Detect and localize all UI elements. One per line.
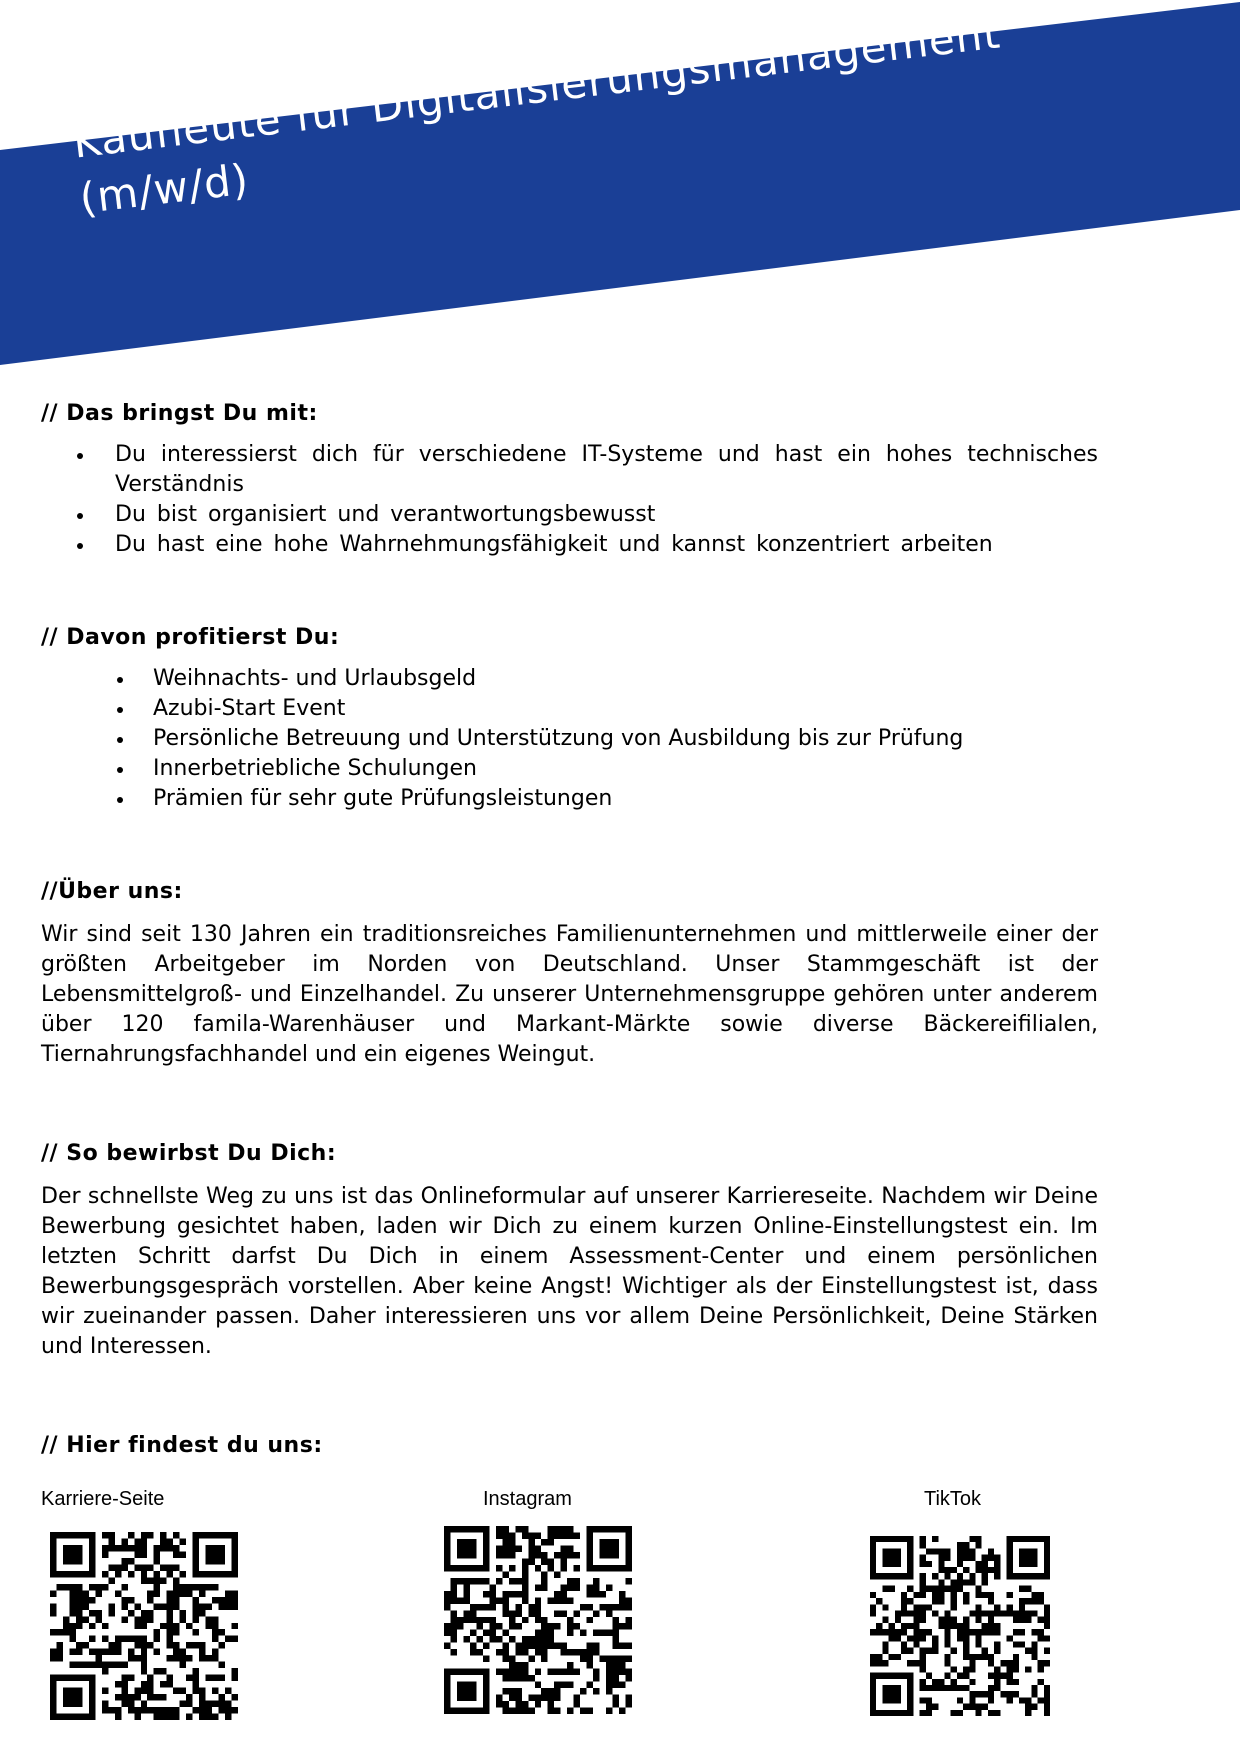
benefits-list — [41, 664, 1098, 814]
job-title-line-2: (m/w/d) — [76, 154, 252, 224]
section-heading: // Hier findest du uns: — [41, 1433, 323, 1458]
section-apply — [41, 1138, 1098, 1362]
requirements-list — [41, 440, 1098, 560]
qr-label-instagram: Instagram — [483, 1488, 572, 1510]
list-item: Du hast eine hohe Wahrnehmungsfähigkeit und kannst konzentriert arbeiten — [115, 530, 1098, 560]
qr-code-icon[interactable] — [444, 1526, 632, 1714]
section-requirements — [41, 398, 1098, 560]
qr-label-karriere: Karriere-Seite — [41, 1488, 165, 1510]
qr-code-icon[interactable] — [870, 1532, 1050, 1720]
list-item: Weihnachts- und Urlaubsgeld — [153, 664, 1098, 694]
main-content — [41, 398, 1098, 1462]
section-benefits — [41, 622, 1098, 814]
section-find-us — [41, 1430, 1098, 1462]
section-heading: // Das bringst Du mit: — [41, 401, 318, 426]
about-text: Wir sind seit 130 Jahren ein traditionsreiches Familienunternehmen und mittlerweile einer der größten Arbeitgeber im Norden von Deutschland. Unser Stammgeschäft ist der Lebensmittelgroß- und Einzelhandel. Zu unserer Unternehmensgruppe gehören unter anderem über 120 famila-Warenhäuser und Markant-Märkte sowie diverse Bäckereifilialen, Tiernahrungsfachhandel und ein eigenes Weingut. — [41, 922, 1098, 1067]
job-title-line-1: Kaufleute für Digitalisierungsmanagement — [70, 8, 1004, 168]
list-item: Du bist organisiert und verantwortungsbewusst — [115, 500, 1098, 530]
section-heading: // Davon profitierst Du: — [41, 625, 340, 650]
section-heading: //Über uns: — [41, 879, 183, 904]
section-about — [41, 876, 1098, 1070]
list-item: Prämien für sehr gute Prüfungsleistungen — [153, 784, 1098, 814]
list-item: Innerbetriebliche Schulungen — [153, 754, 1098, 784]
list-item: Persönliche Betreuung und Unterstützung von Ausbildung bis zur Prüfung — [153, 724, 1098, 754]
qr-code-icon[interactable] — [50, 1532, 238, 1720]
list-item: Azubi-Start Event — [153, 694, 1098, 724]
list-item: Du interessierst dich für verschiedene IT-Systeme und hast ein hohes technisches Verständnis — [115, 440, 1098, 500]
qr-code-row — [0, 1488, 1240, 1728]
section-heading: // So bewirbst Du Dich: — [41, 1141, 337, 1166]
qr-label-tiktok: TikTok — [924, 1488, 982, 1510]
apply-text: Der schnellste Weg zu uns ist das Onlineformular auf unserer Karriereseite. Nachdem wir Deine Bewerbung gesichtet haben, laden wir Dich zu einem kurzen Online-Einstellungstest ein. Im letzten Schritt darfst Du Dich in einem Assessment-Center und einem persönlichen Bewerbungsgespräch vorstellen. Aber keine Angst! Wichtiger als der Einstellungstest ist, dass wir zueinander passen. Daher interessieren uns vor allem Deine Persönlichkeit, Deine Stärken und Interessen. — [41, 1184, 1098, 1359]
